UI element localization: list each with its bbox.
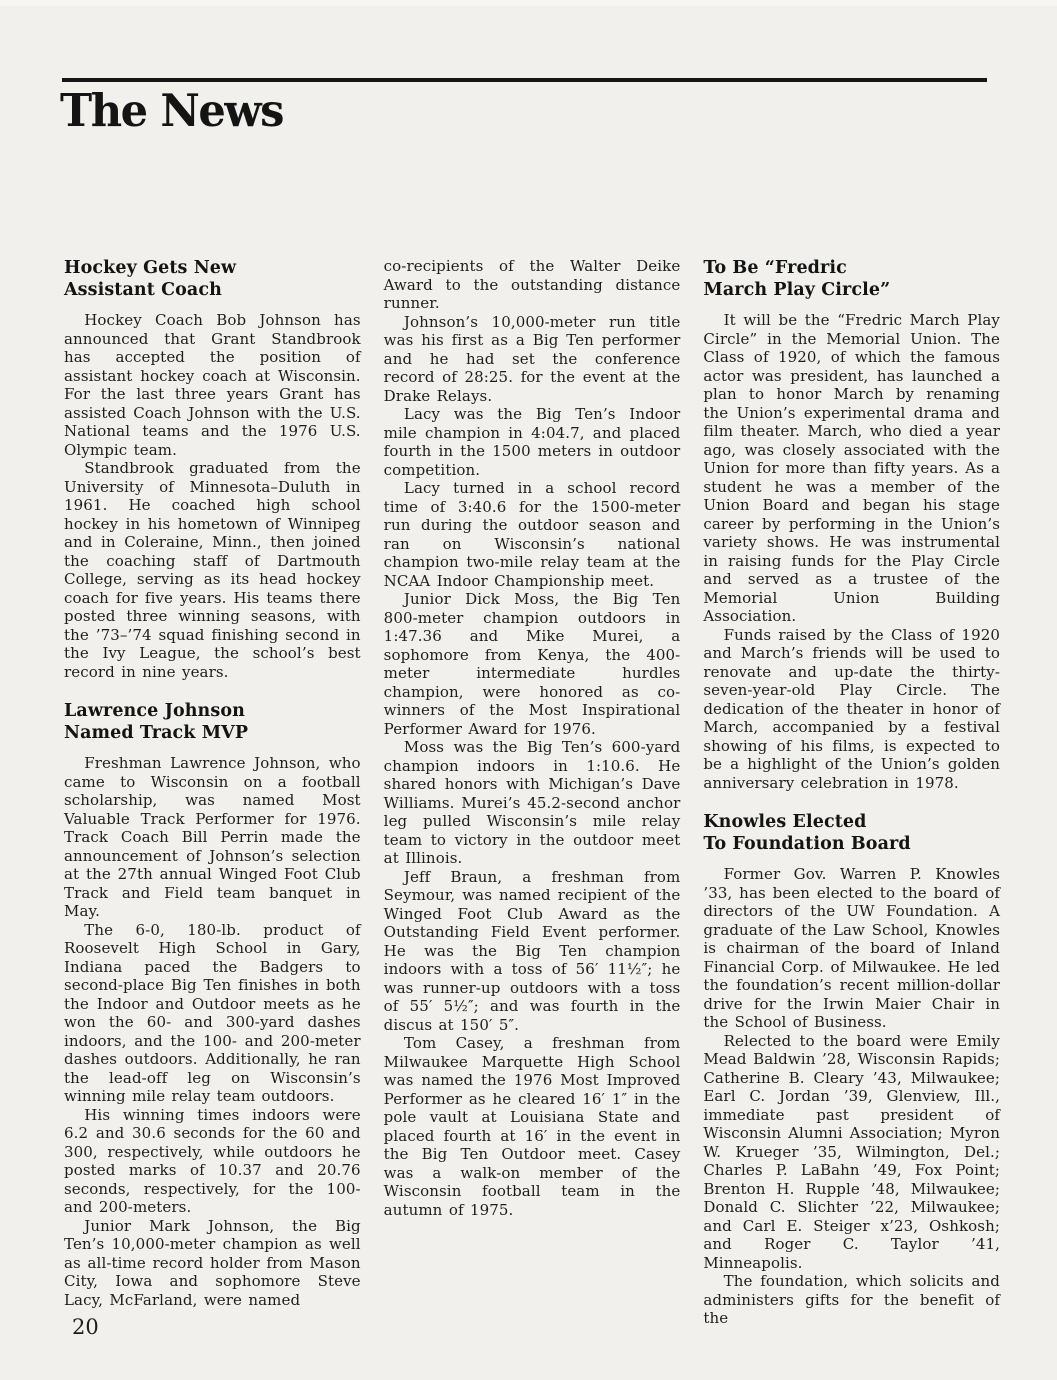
article-heading <box>64 700 361 744</box>
article-heading-line: Assistant Coach <box>64 280 222 301</box>
article-paragraph: Junior Dick Moss, the Big Ten 800-meter champion outdoors in 1:47.36 and Mike Murei, a sophomore from Kenya, the 400-meter intermediate hurdles champion, were honored as co-winners of the Most Inspirational Performer Award for 1976. <box>383 590 681 738</box>
article-heading-line: Lawrence Johnson <box>64 701 245 722</box>
article-heading-line: To Foundation Board <box>703 834 911 855</box>
article-paragraph: The 6-0, 180-lb. product of Roosevelt High School in Gary, Indiana paced the Badgers to second-place Big Ten finishes in both the Indoor and Outdoor meets as he won the 60- and 300-yard dashes indoors, and the 100- and 200-meter dashes outdoors. Additionally, he ran the lead-off leg on Wisconsin’s winning mile relay team outdoors. <box>64 920 361 1106</box>
news-column-1 <box>64 257 361 1328</box>
article-paragraph: Standbrook graduated from the University of Minnesota–Duluth in 1961. He coached high school hockey in his hometown of Winnipeg and in Coleraine, Minn., then joined the coaching staff of Dartmouth College, serving as its head hockey coach for five years. His teams there posted three winning seasons, with the ’73–’74 squad finishing second in the Ivy League, the school’s best record in nine years. <box>64 459 361 681</box>
news-column-2 <box>384 257 681 1328</box>
page-number: 20 <box>72 1315 99 1339</box>
article-paragraph: Lacy turned in a school record time of 3:40.6 for the 1500-meter run during the outdoor season and ran on Wisconsin’s national champion two-mile relay team at the NCAA Indoor Championship meet. <box>383 479 681 590</box>
news-column-3 <box>703 257 1000 1328</box>
article-paragraph: co-recipients of the Walter Deike Award to the outstanding distance runner. <box>383 257 681 312</box>
article-heading-line: Hockey Gets New <box>64 258 237 278</box>
page-title: The News <box>60 84 284 137</box>
article-paragraph: Jeff Braun, a freshman from Seymour, was named recipient of the Winged Foot Club Award as the Outstanding Field Event performer. He was the Big Ten champion indoors with a toss of 56′ 11½″; he was runner-up outdoors with a toss of 55′ 5½″; and was fourth in the discus at 150′ 5″. <box>383 867 681 1034</box>
article-paragraph: His winning times indoors were 6.2 and 30.6 seconds for the 60 and 300, respectively, while outdoors he posted marks of 10.37 and 20.76 seconds, respectively, for the 100- and 200-meters. <box>64 1105 361 1217</box>
article-paragraph: Former Gov. Warren P. Knowles ’33, has been elected to the board of directors of the UW Foundation. A graduate of the Law School, Knowles is chairman of the board of Inland Financial Corp. of Milwaukee. He led the foundation’s recent million-dollar drive for the Irwin Maier Chair in the School of Business. <box>703 865 1001 1032</box>
article-paragraph: The foundation, which solicits and administers gifts for the benefit of the <box>703 1272 1001 1328</box>
article-heading-line: Named Track MVP <box>64 723 249 744</box>
article-heading <box>64 257 361 301</box>
article-paragraph: It will be the “Fredric March Play Circle” in the Memorial Union. The Class of 1920, of which the famous actor was president, has launched a plan to honor March by renaming the Union’s experimental drama and film theater. March, who died a year ago, was closely associated with the Union for more than fifty years. As a student he was a member of the Union Board and began his stage career by performing in the Union’s variety shows. He was instrumental in raising funds for the Play Circle and served as a trustee of the Memorial Union Building Association. <box>703 311 1001 626</box>
article-heading <box>703 257 1000 301</box>
article-paragraph: Moss was the Big Ten’s 600-yard champion indoors in 1:10.6. He shared honors with Michigan’s Dave Williams. Murei’s 45.2-second anchor leg pulled Wisconsin’s mile relay team to victory in the outdoor meet at Illinois. <box>383 738 681 867</box>
article-heading-line: Knowles Elected <box>703 812 867 833</box>
article-paragraph: Funds raised by the Class of 1920 and March’s friends will be used to renovate and up-date the thirty-seven-year-old Play Circle. The dedication of the theater in honor of March, accompanied by a festival showing of his films, is expected to be a highlight of the Union’s golden anniversary celebration in 1978. <box>703 625 1001 792</box>
article-paragraph: Tom Casey, a freshman from Milwaukee Marquette High School was named the 1976 Most Improved Performer as he cleared 16′ 1″ in the pole vault at Louisiana State and placed fourth at 16′ in the event in the Big Ten Outdoor meet. Casey was a walk-on member of the Wisconsin football team in the autumn of 1975. <box>383 1034 681 1219</box>
article-heading <box>703 811 1000 855</box>
article-paragraph: Relected to the board were Emily Mead Baldwin ’28, Wisconsin Rapids; Catherine B. Cleary ’43, Milwaukee; Earl C. Jordan ’39, Glenview, Ill., immediate past president of Wisconsin Alumni Association; Myron W. Krueger ’35, Wilmington, Del.; Charles P. LaBahn ’49, Fox Point; Brenton H. Rupple ’48, Milwaukee; Donald C. Slichter ’22, Milwaukee; and Carl E. Steiger x’23, Oshkosh; and Roger C. Taylor ’41, Minneapolis. <box>703 1031 1001 1272</box>
article-heading-line: To Be “Fredric <box>703 258 847 278</box>
article-paragraph: Hockey Coach Bob Johnson has announced that Grant Standbrook has accepted the position of assistant hockey coach at Wisconsin. For the last three years Grant has assisted Coach Johnson with the U.S. National teams and the 1976 U.S. Olympic team. <box>64 311 361 459</box>
article-paragraph: Junior Mark Johnson, the Big Ten’s 10,000-meter champion as well as all-time record holder from Mason City, Iowa and sophomore Steve Lacy, McFarland, were named <box>64 1216 361 1309</box>
article-paragraph: Freshman Lawrence Johnson, who came to Wisconsin on a football scholarship, was named Most Valuable Track Performer for 1976. Track Coach Bill Perrin made the announcement of Johnson’s selection at the 27th annual Winged Foot Club Track and Field team banquet in May. <box>64 754 361 921</box>
article-heading-line: March Play Circle” <box>703 280 891 301</box>
article-paragraph: Lacy was the Big Ten’s Indoor mile champion in 4:04.7, and placed fourth in the 1500 meters in outdoor competition. <box>383 405 681 479</box>
article-paragraph: Johnson’s 10,000-meter run title was his first as a Big Ten performer and he had set the conference record of 28:25. for the event at the Drake Relays. <box>383 312 681 405</box>
top-rule <box>62 78 987 82</box>
news-columns <box>64 257 1000 1328</box>
